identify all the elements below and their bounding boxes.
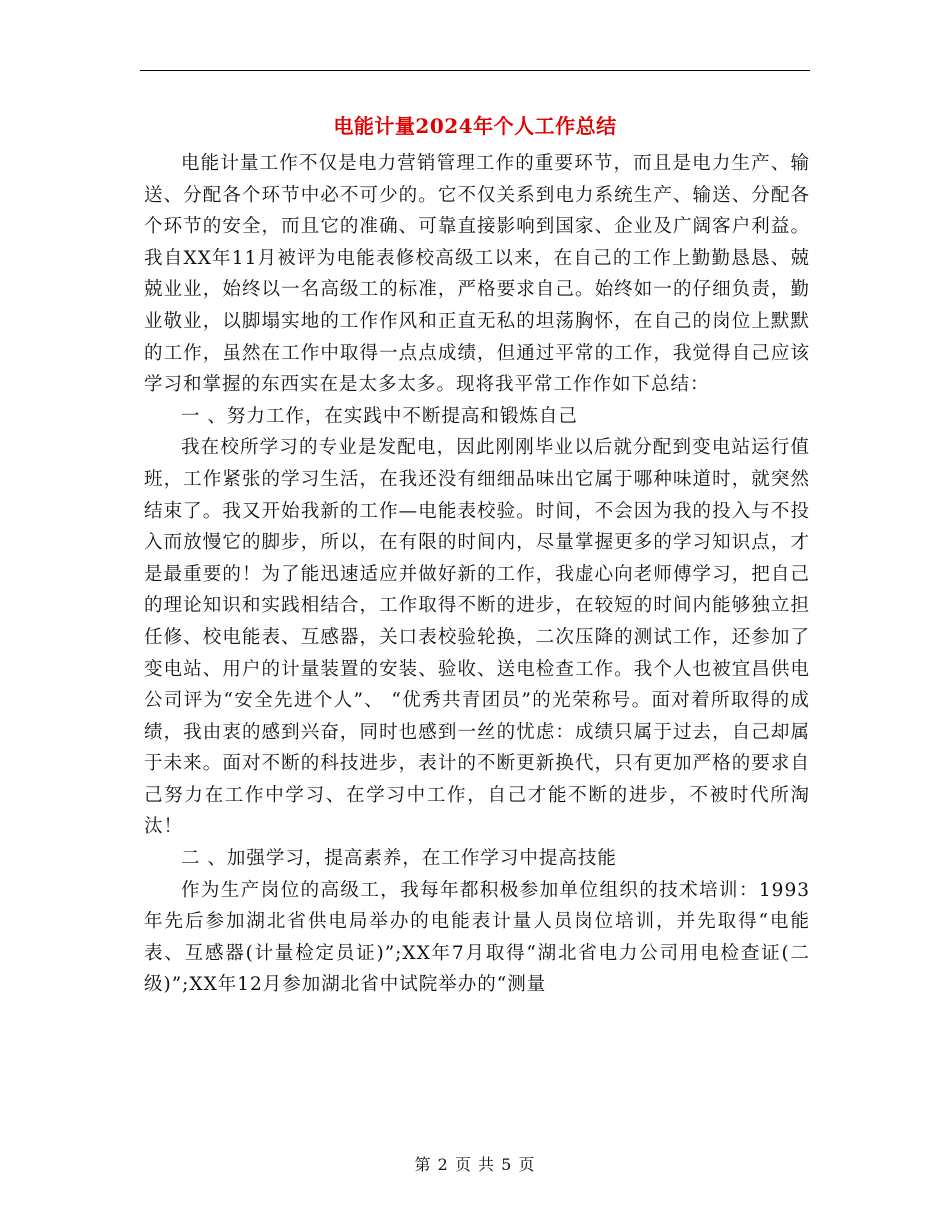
section-heading-1: 一 、努力工作，在实践中不断提高和锻炼自己 [181,405,578,427]
footer-suffix: 页 [518,1155,536,1174]
section-1-paragraph: 我在校所学习的专业是发配电，因此刚刚毕业以后就分配到变电站运行值班，工作紧张的学习生活，在我还没有细细品味出它属于哪种味道时，就突然结束了。我又开始我新的工作—电能表校验。时间，不会因为我的投入与不投入而放慢它的脚步，所以，在有限的时间内，尽量掌握更多的学习知识点，才是最重要的！为了能迅速适应并做好新的工作，我虚心向老师傅学习，把自己的理论知识和实践相结合，工作取得不断的进步，在较短的时间内能够独立担任修、校电能表、互感器，关口表校验轮换，二次压降的测试工作，还参加了变电站、用户的计量装置的安装、验收、送电检查工作。我个人也被宜昌供电公司评为“安全先进个人”、 “优秀共青团员”的光荣称号。面对着所取得的成绩，我由衷的感到兴奋，同时也感到一丝的忧虑：成绩只属于过去，自己却属于未来。面对不断的科技进步，表计的不断更新换代，只有更加严格的要求自己努力在工作中学习、在学习中工作，自己才能不断的进步，不被时代所淘汰！ [144,437,810,838]
footer-total-label: 共 [478,1155,496,1174]
footer-current-page: 2 [437,1155,449,1174]
section-2-paragraph: 作为生产岗位的高级工，我每年都积极参加单位组织的技术培训：1993年先后参加湖北省供电局举办的电能表计量人员岗位培训，并先取得“电能表、互感器(计量检定员证)”;XX年7月取得“湖北省电力公司用电检查证(二级)”;XX年12月参加湖北省中试院举办的“测量 [144,879,810,996]
document-title: 电能计量2024年个人工作总结 [333,114,617,138]
document-body [144,148,810,1001]
page-footer [0,1153,950,1177]
intro-paragraph: 电能计量工作不仅是电力营销管理工作的重要环节，而且是电力生产、输送、分配各个环节中必不可少的。它不仅关系到电力系统生产、输送、分配各个环节的安全，而且它的准确、可靠直接影响到国家、企业及广阔客户利益。我自XX年11月被评为电能表修校高级工以来，在自己的工作上勤勤恳恳、兢兢业业，始终以一名高级工的标准，严格要求自己。始终如一的仔细负责，勤业敬业，以脚塌实地的工作作风和正直无私的坦荡胸怀，在自己的岗位上默默的工作，虽然在工作中取得一点点成绩，但通过平常的工作，我觉得自己应该学习和掌握的东西实在是太多太多。现将我平常工作作如下总结： [144,153,810,396]
footer-page-label: 页 [454,1155,472,1174]
header-rule [140,70,810,71]
section-heading-2: 二 、加强学习，提高素养，在工作学习中提高技能 [181,848,617,870]
footer-total-pages: 5 [501,1155,513,1174]
footer-prefix: 第 [414,1155,432,1174]
